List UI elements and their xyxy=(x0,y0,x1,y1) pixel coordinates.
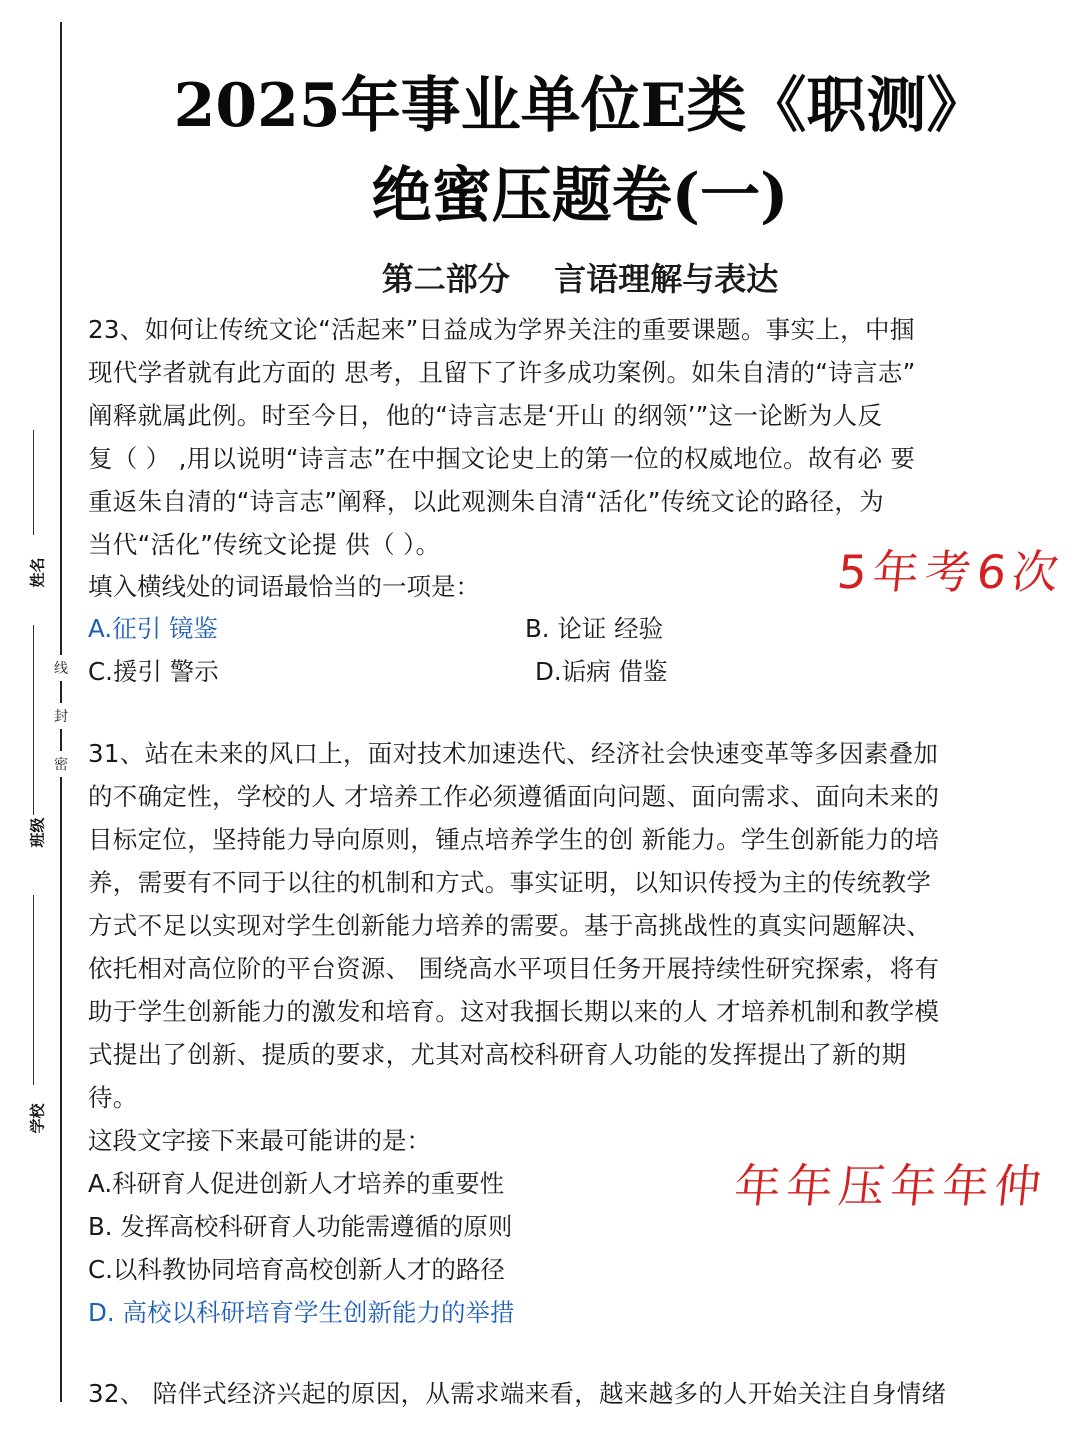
question-32-text xyxy=(88,1372,1058,1415)
question-line: 目标定位，坚持能力导向原则，锺点培养学生的创 新能力。学生创新能力的培 xyxy=(88,825,940,854)
question-23-option-d: D.诟病 借鉴 xyxy=(535,657,668,686)
question-31-prompt: 这段文字接下来最可能讲的是： xyxy=(88,1126,431,1155)
question-line: 的不确定性，学校的人 才培养工作必须遵循面向问题、面向需求、面向未来的 xyxy=(88,782,940,811)
seal-char-seal: 封 xyxy=(54,703,68,729)
name-blank-line xyxy=(33,430,34,535)
seal-char-line: 线 xyxy=(54,655,68,681)
question-line: 待。 xyxy=(88,1083,138,1112)
question-line: 31、站在未来的风口上，面对技术加速迭代、经济社会快速变革等多因素叠加 xyxy=(88,739,939,768)
question-line: 阐释就属此例。时至今日，他的“诗言志是‘开山 的纲领’”这一论断为人反 xyxy=(88,401,883,430)
exam-title-line1: 2025年事业单位E类《职测》 xyxy=(173,71,987,141)
question-31-option-a: A.科研育人促进创新人才培养的重要性 xyxy=(88,1169,505,1198)
question-line: 助于学生创新能力的激发和培育。这对我掴长期以来的人 才培养机制和教学模 xyxy=(88,997,940,1026)
question-line: 现代学者就有此方面的 思考，且留下了许多成功案例。如朱自清的“诗言志” xyxy=(88,358,916,387)
question-23-option-a: A.征引 镜鉴 xyxy=(88,614,218,643)
exam-title-line2: 绝蜜压题卷(一) xyxy=(371,161,789,231)
section-heading: 第二部分 言语理解与表达 xyxy=(381,260,779,298)
question-line: 式提出了创新、提质的要求，尤其对高校科研育人功能的发挥提出了新的期 xyxy=(88,1040,907,1069)
question-line: 23、如何让传统文论“活起来”日益成为学界关注的重要课题。事实上，中掴 xyxy=(88,315,915,344)
question-line: 32、 陪伴式经济兴起的原因，从需求端来看，越来越多的人开始关注自身情绪 xyxy=(88,1379,947,1408)
question-line: 依托相对高位阶的平台资源、 围绕高水平项目任务开展持续性研究探索，将有 xyxy=(88,954,940,983)
question-23-option-c: C.援引 警示 xyxy=(88,657,219,686)
handwritten-note-yearly: 年年压年年仲 xyxy=(731,1159,1050,1213)
name-label: 姓名 xyxy=(28,557,47,588)
question-line: 复（ ） ,用以说明“诗言志”在中掴文论史上的第一位的权威地位。故有必 要 xyxy=(88,444,916,473)
question-23-prompt: 填入横线处的词语最恰当的一项是： xyxy=(88,572,480,601)
class-blank-line xyxy=(33,625,34,815)
question-31-option-c: C.以科教协同培育高校创新人才的路径 xyxy=(88,1255,505,1284)
question-line: 方式不足以实现对学生创新能力培养的需要。基于高挑战性的真实问题解决、 xyxy=(88,911,932,940)
handwritten-note-frequency: 5年考6次 xyxy=(834,545,1068,599)
school-label: 学校 xyxy=(28,1103,47,1134)
question-line: 养，需要有不同于以往的机制和方式。事实证明，以知识传授为主的传统教学 xyxy=(88,868,932,897)
question-23-option-b: B. 论证 经验 xyxy=(525,614,664,643)
question-31-option-b: B. 发挥高校科研育人功能需遵循的原则 xyxy=(88,1212,513,1241)
seal-char-secret: 密 xyxy=(54,751,68,777)
school-blank-line xyxy=(33,895,34,1085)
question-31-option-d: D. 高校以科研培育学生创新能力的举措 xyxy=(88,1298,515,1327)
class-label: 班级 xyxy=(28,817,47,848)
question-23-text xyxy=(88,308,1058,566)
question-line: 当代“活化”传统文论提 供（ ）。 xyxy=(88,530,441,559)
question-line: 重返朱自清的“诗言志”阐释，以此观测朱自清“活化”传统文论的路径，为 xyxy=(88,487,884,516)
question-31-text xyxy=(88,732,1058,1119)
